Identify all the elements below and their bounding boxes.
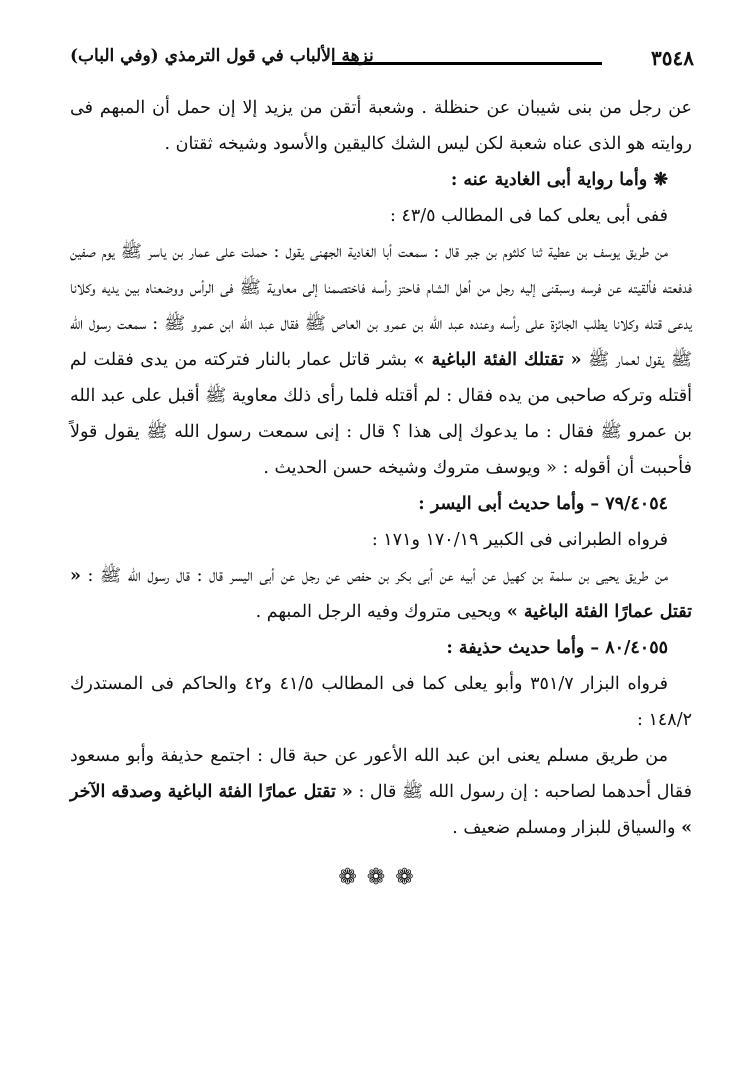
running-title: نزهة الألباب في قول الترمذي (وفي الباب) — [70, 46, 374, 66]
text-run: ويحيى متروك وفيه الرجل المبهم . — [255, 602, 507, 622]
text-run: من طريق يحيى بن سلمة بن كهيل عن أبيه عن أبى بكر بن حفص عن رجل عن أبى اليسر قال : قال رسول الله ﷺ : — [80, 566, 668, 586]
paragraph — [70, 234, 692, 486]
text-run: والسياق للبزار ومسلم ضعيف . — [452, 818, 682, 838]
text-run: بشر قاتل عمار بالنار فتركته من يدى فقلت لم أقتله وتركه صاحبى من يده فقال : لم أقتله فلما رأى ذلك معاوية ﷺ أقبل على عبد الله بن عمرو ﷺ فقال : ما يدعوك إلى هذا ؟ قال : إنى سمعت رسول الله ﷺ يقول قولاً فأحببت أن أقوله : « ويوسف متروك وشيخه حسن الحديث . — [70, 350, 692, 478]
paragraph: عن رجل من بنى شيبان عن حنظلة . وشعبة أتقن من يزيد إلا إن حمل أن المبهم فى روايته هو الذى عناه شعبة لكن ليس الشك كاليقين والأسود وشيخه ثقتان . — [70, 98, 692, 154]
end-ornament: ❁❁❁ — [338, 865, 424, 890]
page-header — [70, 40, 694, 74]
hadith-quote: « تقتل عمارًا الفئة الباغية وصدقه الآخر » — [70, 782, 692, 838]
section-heading: ٨٠/٤٠٥٥ – وأما حديث حذيفة : — [446, 638, 668, 658]
hadith-quote: « تقتلك الفئة الباغية » — [413, 350, 582, 370]
text-run: من طريق مسلم يعنى ابن عبد الله الأعور عن حبة قال : اجتمع حذيفة وأبو مسعود فقال أحدهما لصاحبه : إن رسول الله ﷺ قال : — [70, 746, 692, 802]
paragraph: فرواه الطبرانى فى الكبير ١٧٠/١٩ و١٧١ : — [371, 530, 668, 550]
text-run: من طريق يوسف بن عطية ثنا كلثوم بن جبر قال : سمعت أبا الغادية الجهنى يقول : حملت على عمار بن ياسر ﷺ يوم صفين فدفعته فألقيته عن فرسه وسبقنى إليه رجل من أهل الشام فاحتز رأسه فاختصمنا إلى معاوية ﷺ فى الرأس ووضعناه بين يديه وكلانا يدعى قتله وكلانا يطلب الجائزة على رأسه وعنده عبد الله بن عمرو بن العاص ﷺ فقال عبد الله ابن عمرو ﷺ : سمعت رسول الله ﷺ يقول لعمار ﷺ — [70, 242, 693, 370]
section-heading: ٧٩/٤٠٥٤ – وأما حديث أبى اليسر : — [418, 494, 668, 514]
paragraph: فرواه البزار ٣٥١/٧ وأبو يعلى كما فى المطالب ٤١/٥ و٤٢ والحاكم فى المستدرك ١٤٨/٢ : — [70, 674, 692, 730]
paragraph — [70, 558, 692, 630]
section-heading: ❋ وأما رواية أبى الغادية عنه : — [450, 170, 668, 190]
paragraph: ففى أبى يعلى كما فى المطالب ٤٣/٥ : — [389, 206, 668, 226]
paragraph — [70, 738, 692, 846]
hadith-quote: « تقتل عمارًا الفئة الباغية » — [70, 566, 692, 622]
page-body — [70, 90, 692, 896]
page-number: ٣٥٤٨ — [651, 46, 694, 70]
